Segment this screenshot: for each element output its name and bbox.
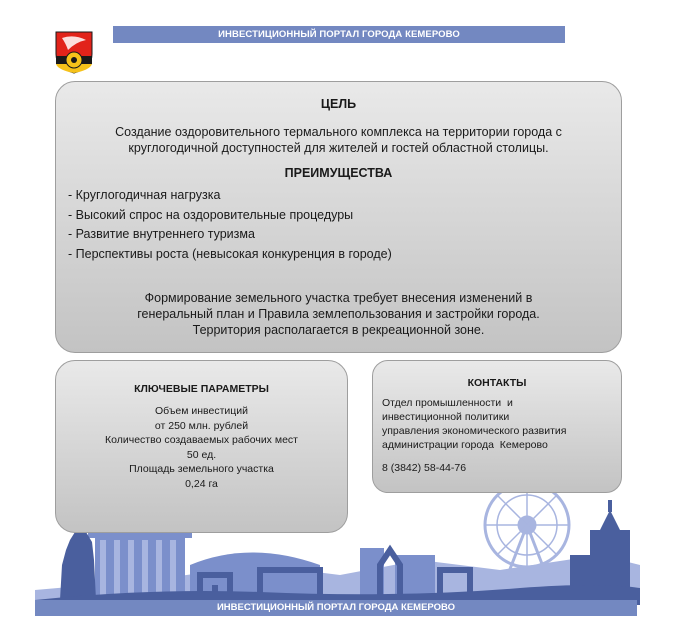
goal-text bbox=[66, 124, 611, 156]
parameters-heading: КЛЮЧЕВЫЕ ПАРАМЕТРЫ bbox=[134, 383, 269, 395]
advantage-item: - Высокий спрос на оздоровительные процедуры bbox=[68, 207, 354, 222]
parameter-line: Площадь земельного участка bbox=[129, 463, 274, 475]
top-banner: ИНВЕСТИЦИОННЫЙ ПОРТАЛ ГОРОДА КЕМЕРОВО bbox=[113, 26, 565, 43]
goal-heading: ЦЕЛЬ bbox=[320, 97, 357, 111]
kemerovo-coat-of-arms-icon bbox=[54, 30, 94, 74]
goal-line: Создание оздоровительного термального комплекса на территории города с bbox=[115, 125, 562, 139]
advantage-item: - Круглогодичная нагрузка bbox=[68, 188, 221, 202]
parameter-line: 50 ед. bbox=[186, 448, 217, 461]
advantage-item: - Перспективы роста (невысокая конкуренция в городе) bbox=[68, 246, 392, 261]
advantage-item: - Развитие внутреннего туризма bbox=[68, 227, 255, 241]
parameter-line: от 250 млн. рублей bbox=[154, 419, 249, 432]
contacts-heading: КОНТАКТЫ bbox=[467, 377, 527, 389]
footer-banner: ИНВЕСТИЦИОННЫЙ ПОРТАЛ ГОРОДА КЕМЕРОВО bbox=[35, 600, 637, 616]
contacts-phone[interactable]: 8 (3842) 58-44-76 bbox=[382, 462, 467, 474]
parameter-line: Количество создаваемых рабочих мест bbox=[105, 434, 298, 446]
parameter-line: Объем инвестиций bbox=[154, 405, 248, 417]
note-line: генеральный план и Правила землепользования и застройки города. bbox=[137, 307, 540, 321]
advantages-list bbox=[68, 186, 392, 264]
contacts-panel bbox=[372, 360, 622, 493]
org-line: администрации города Кемерово bbox=[382, 439, 548, 451]
org-line: управления экономического развития bbox=[382, 425, 567, 437]
advantages-heading: ПРЕИМУЩЕСТВА bbox=[284, 166, 393, 180]
note-line: Формирование земельного участка требует внесения изменений в bbox=[144, 291, 533, 305]
goal-panel bbox=[55, 81, 622, 353]
parameter-line: 0,24 га bbox=[185, 477, 218, 490]
contacts-organization bbox=[382, 396, 566, 452]
zoning-note bbox=[86, 290, 591, 338]
org-line: Отдел промышленности и bbox=[382, 397, 513, 409]
note-line: Территория располагается в рекреационной зоне. bbox=[192, 323, 485, 337]
org-line: инвестиционной политики bbox=[382, 411, 510, 423]
goal-line: круглогодичной доступностей для жителей и гостей областной столицы. bbox=[128, 141, 549, 155]
key-parameters-panel bbox=[55, 360, 348, 533]
parameters-list bbox=[56, 404, 347, 491]
